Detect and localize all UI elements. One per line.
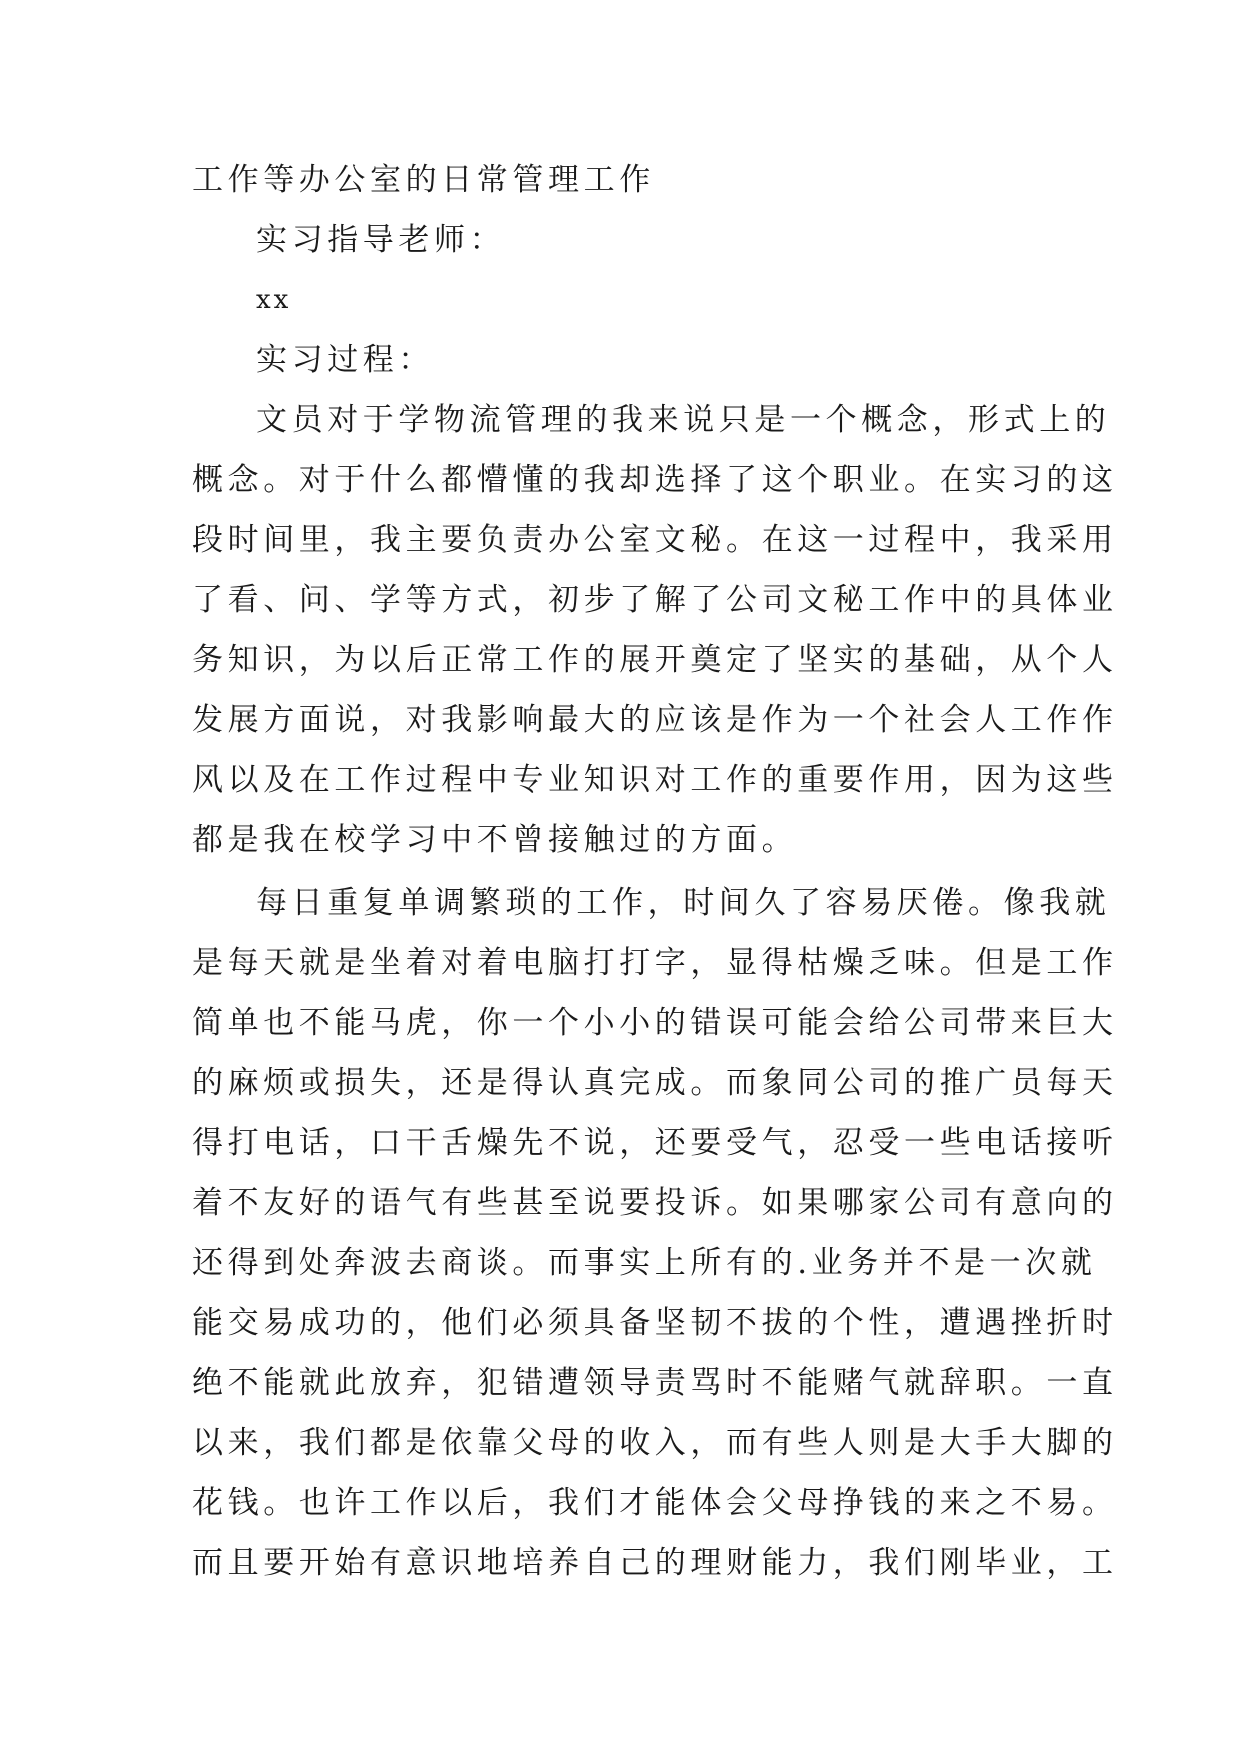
process-heading: 实习过程： xyxy=(256,342,434,378)
paragraph-1-line: 发展方面说，对我影响最大的应该是作为一个社会人工作作 xyxy=(192,702,1118,738)
paragraph-2-line: 而且要开始有意识地培养自己的理财能力，我们刚毕业，工 xyxy=(192,1545,1118,1581)
paragraph-2-line: 以来，我们都是依靠父母的收入，而有些人则是大手大脚的 xyxy=(192,1425,1118,1461)
paragraph-2-line: 能交易成功的，他们必须具备坚韧不拔的个性，遭遇挫折时 xyxy=(192,1305,1118,1341)
paragraph-2-line: 得打电话，口干舌燥先不说，还要受气，忍受一些电话接听 xyxy=(192,1125,1118,1161)
advisor-label: 实习指导老师： xyxy=(256,222,506,258)
paragraph-1-line: 风以及在工作过程中专业知识对工作的重要作用，因为这些 xyxy=(192,762,1118,798)
paragraph-2-line: 绝不能就此放弃，犯错遭领导责骂时不能赌气就辞职。一直 xyxy=(192,1365,1118,1401)
document-body xyxy=(192,150,1118,1593)
paragraph-2-line: 每日重复单调繁琐的工作，时间久了容易厌倦。像我就 xyxy=(256,885,1111,921)
paragraph-2-line: 着不友好的语气有些甚至说要投诉。如果哪家公司有意向的 xyxy=(192,1185,1118,1221)
paragraph-2-line: 是每天就是坐着对着电脑打打字，显得枯燥乏味。但是工作 xyxy=(192,945,1118,981)
paragraph-2-line: 花钱。也许工作以后，我们才能体会父母挣钱的来之不易。 xyxy=(192,1485,1118,1521)
advisor-name: xx xyxy=(256,285,292,315)
paragraph-1-line: 文员对于学物流管理的我来说只是一个概念，形式上的 xyxy=(256,402,1111,438)
paragraph-1-line: 概念。对于什么都懵懂的我却选择了这个职业。在实习的这 xyxy=(192,462,1118,498)
paragraph-1-line: 务知识，为以后正常工作的展开奠定了坚实的基础，从个人 xyxy=(192,642,1118,678)
paragraph-2-line: 还得到处奔波去商谈。而事实上所有的.业务并不是一次就 xyxy=(192,1245,1097,1281)
paragraph-1-line: 都是我在校学习中不曾接触过的方面。 xyxy=(192,822,798,858)
text-line: 工作等办公室的日常管理工作 xyxy=(192,162,655,198)
paragraph-2-line: 的麻烦或损失，还是得认真完成。而象同公司的推广员每天 xyxy=(192,1065,1118,1101)
paragraph-1-line: 段时间里，我主要负责办公室文秘。在这一过程中，我采用 xyxy=(192,522,1118,558)
paragraph-2-line: 简单也不能马虎，你一个小小的错误可能会给公司带来巨大 xyxy=(192,1005,1118,1041)
paragraph-1-line: 了看、问、学等方式，初步了解了公司文秘工作中的具体业 xyxy=(192,582,1118,618)
